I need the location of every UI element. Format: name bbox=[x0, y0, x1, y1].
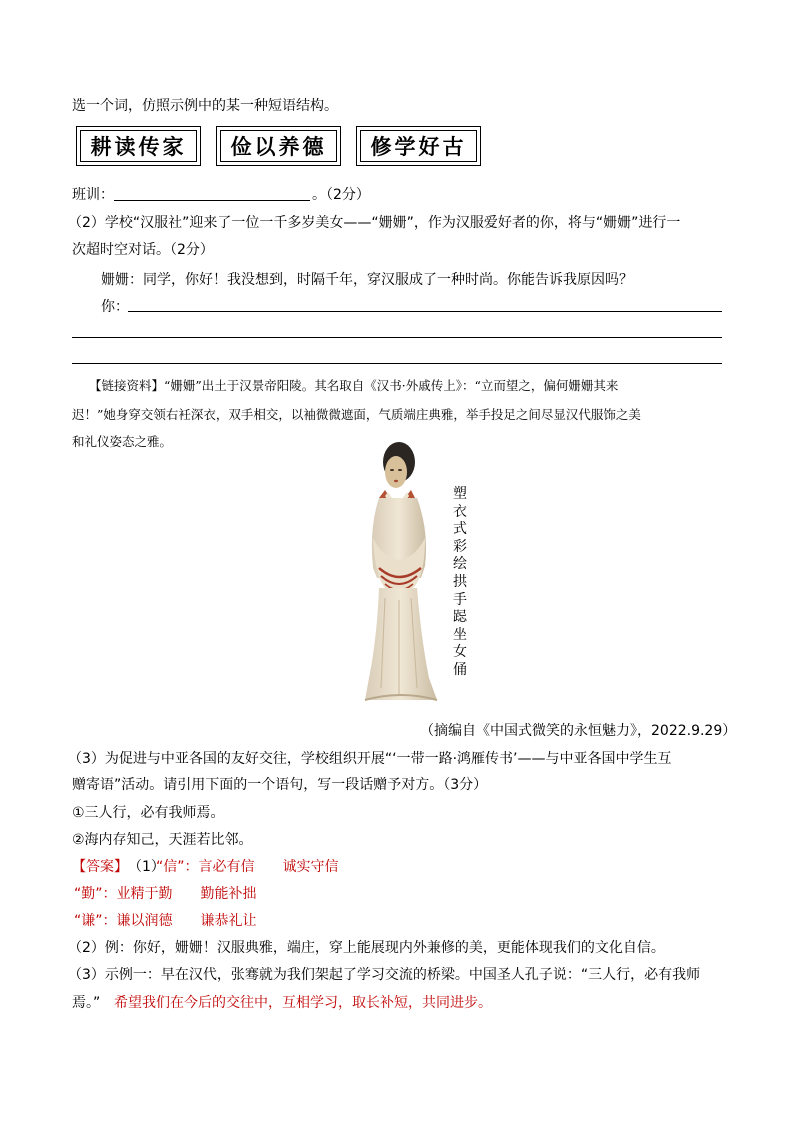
link-line3: 和礼仪姿态之雅。 bbox=[72, 434, 173, 449]
q3-line2: 赠寄语”活动。请引用下面的一个语句，写一段话赠予对方。（3分） bbox=[72, 777, 488, 793]
figure-source: （摘编自《中国式微笑的永恒魅力》，2022.9.29） bbox=[420, 723, 737, 739]
answer-3-line2-start: 焉。” bbox=[72, 995, 101, 1011]
figurine-image bbox=[355, 438, 450, 706]
phrase-box-3 bbox=[356, 126, 481, 166]
answer-1-qin: “勤”：业精于勤 勤能补拙 bbox=[74, 886, 257, 902]
phrase-box-2-label: 俭以养德 bbox=[220, 130, 337, 162]
q3-option-2: ②海内存知己，天涯若比邻。 bbox=[72, 832, 253, 848]
answer-1-xin: “信”：言必有信 诚实守信 bbox=[156, 859, 339, 875]
intro-text: 选一个词，仿照示例中的某一种短语结构。 bbox=[72, 98, 338, 114]
phrase-box-2 bbox=[216, 126, 341, 166]
q2-you-label: 你： bbox=[101, 299, 129, 315]
q2-line2: 次超时空对话。（2分） bbox=[72, 242, 214, 258]
phrase-box-3-label: 修学好古 bbox=[360, 130, 477, 162]
q2-answer-line-1[interactable] bbox=[128, 311, 722, 312]
phrase-box-1-label: 耕读传家 bbox=[80, 130, 197, 162]
q2-shanshan-speech: 姗姗：同学，你好！我没想到，时隔千年，穿汉服成了一种时尚。你能告诉我原因吗？ bbox=[101, 272, 633, 288]
q2-line1: （2）学校“汉服社”迎来了一位一千多岁美女——“姗姗”，作为汉服爱好者的你，将与“姗姗”进行一 bbox=[68, 215, 681, 231]
q2-answer-line-3[interactable] bbox=[72, 363, 722, 364]
link-line1: 【链接资料】“姗姗”出土于汉景帝阳陵。其名取自《汉书·外戚传上》：“立而望之，偏何姗姗其来 bbox=[89, 378, 619, 393]
answer-label: 【答案】 bbox=[72, 859, 128, 875]
answer-1-qian: “谦”：谦以润德 谦恭礼让 bbox=[74, 913, 257, 929]
q2-answer-line-2[interactable] bbox=[72, 337, 722, 338]
q3-option-1: ①三人行，必有我师焉。 bbox=[72, 805, 225, 821]
banxun-suffix: 。（2分） bbox=[312, 187, 370, 203]
banxun-answer-line[interactable] bbox=[114, 200, 310, 201]
answer-1-prefix: （1） bbox=[128, 859, 165, 875]
banxun-label: 班训： bbox=[72, 187, 114, 203]
answer-2: （2）例：你好，姗姗！汉服典雅，端庄，穿上能展现内外兼修的美，更能体现我们的文化自信。 bbox=[68, 940, 665, 956]
phrase-box-1 bbox=[76, 126, 201, 166]
answer-3-line2-end: 希望我们在今后的交往中，互相学习，取长补短，共同进步。 bbox=[114, 995, 492, 1011]
figurine-caption: 塑衣式彩绘拱手跽坐女俑 bbox=[453, 486, 467, 678]
q3-line1: （3）为促进与中亚各国的友好交往，学校组织开展“‘一带一路·鸿雁传书’——与中亚各国中学生互 bbox=[68, 751, 672, 767]
link-line2: 迟！”她身穿交领右衽深衣，双手相交，以袖微微遮面，气质端庄典雅，举手投足之间尽显汉代服饰之美 bbox=[72, 407, 641, 422]
answer-3-line1: （3）示例一：早在汉代，张骞就为我们架起了学习交流的桥梁。中国圣人孔子说：“三人行，必有我师 bbox=[68, 967, 701, 983]
